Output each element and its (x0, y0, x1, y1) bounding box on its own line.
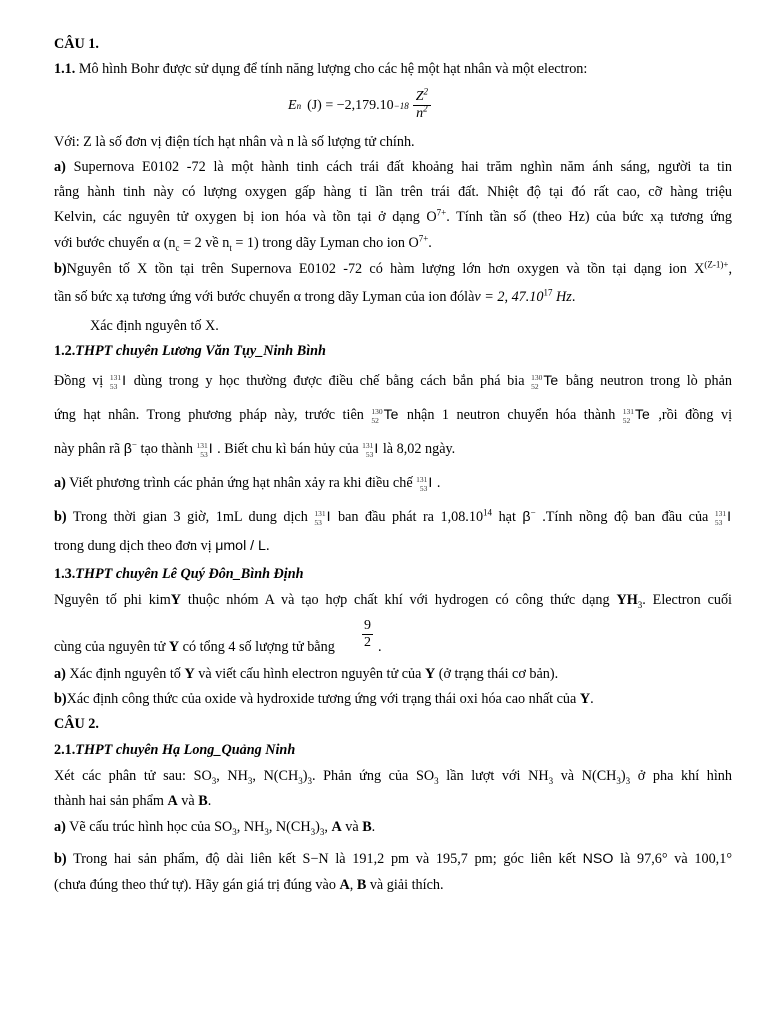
sub-3: 3 (211, 775, 217, 786)
mass-number: 130 (371, 406, 383, 416)
element-y: Y (168, 639, 180, 655)
atomic-number: 53 (314, 517, 322, 527)
q13-a-text-c: (ở trạng thái cơ bản). (435, 666, 559, 682)
q11-a-text4-end: . (428, 235, 432, 251)
q21-heading (54, 742, 732, 760)
q21-a-t2: , NH (236, 819, 265, 835)
bohr-energy-formula: E n (J) = −2,179.10 −18 $\frac{Z^2}{n^2}$ (288, 89, 431, 122)
q11-a-line2: rằng hành tinh này có lượng oxygen gấp hàng tỉ lần trên trái đất. Nhiệt độ tại đó rất cao, cỡ hàng triệu (54, 184, 732, 200)
sub-3: 3 (264, 826, 269, 837)
element-y: Y (424, 666, 436, 682)
beta-sign: − (530, 507, 536, 518)
formula-denominator-exp: 2 (423, 103, 428, 114)
nuclide-te130 (531, 372, 558, 391)
mass-number: 131 (362, 440, 374, 450)
nuclide-te131 (623, 406, 650, 425)
nuclide-i131 (196, 440, 212, 459)
q21-title: THPT chuyên Hạ Long_Quảng Ninh (75, 742, 296, 758)
heading-text: CÂU 2. (54, 716, 99, 732)
fraction-denominator: 2 (364, 635, 371, 650)
q13-a-label: a) (54, 666, 66, 682)
q11-where: Với: Z là số đơn vị điện tích hạt nhân và n là số lượng tử chính. (54, 134, 415, 150)
product-b: B (356, 877, 367, 893)
q13-text1b: thuộc nhóm A và tạo hợp chất khí với hydrogen có công thức dạng (181, 592, 617, 608)
formula-fraction (413, 86, 431, 122)
product-a: A (339, 877, 350, 893)
q21-label: 2.1. (54, 742, 76, 758)
q11-a-text1: Supernova E0102 -72 là một hành tinh cách trái đất khoảng hai trăm nghìn năm ánh sáng, người ta tin (65, 159, 732, 175)
q12-a-text: Viết phương trình các phản ứng hạt nhân xảy ra khi điều chế (65, 475, 417, 491)
q11-b-text1: Nguyên tố X tồn tại trên Supernova E0102 -72 có hàm lượng lớn hơn oxygen và tồn tại dạng ion X (66, 261, 705, 277)
q11-intro (54, 61, 732, 79)
q12-text1c: bằng neutron trong lò phản (559, 373, 733, 389)
nuclide-i131 (314, 508, 330, 527)
q13-b (54, 691, 732, 709)
element-y: Y (170, 592, 182, 608)
q21-t5: . Phản ứng của SO (311, 768, 435, 784)
element-symbol: I (428, 474, 433, 490)
atomic-number: 53 (714, 517, 723, 527)
frequency-value: ν = 2, 47.10 (474, 289, 544, 305)
q13-text2a: cùng của nguyên tử (54, 639, 169, 655)
q11-a-line3 (54, 209, 732, 227)
atomic-number: 53 (200, 449, 208, 459)
q21-t6: lần lượt với NH (438, 768, 549, 784)
q21-t3: , N(CH (252, 768, 299, 784)
oxygen-charge-2: 7+ (418, 233, 429, 244)
q13-text1c: . Electron cuối (642, 592, 733, 608)
q13-a-text-a: Xác định nguyên tố (65, 666, 185, 682)
q21-l2c: . (207, 793, 212, 809)
q12-text2b: nhận 1 neutron chuyển hóa thành (399, 407, 623, 423)
product-b: B (198, 793, 208, 809)
q12-text2a: ứng hạt nhân. Trong phương pháp này, trước tiên (54, 407, 372, 423)
q21-a-t5: , (324, 819, 332, 835)
quantum-sum-fraction (362, 618, 373, 651)
particle-exponent: 14 (483, 507, 493, 518)
q21-b-line2 (54, 877, 732, 895)
nuclide-i131 (416, 474, 432, 493)
compound-yh3-sub: 3 (637, 599, 643, 610)
q13-title: THPT chuyên Lê Quý Đôn_Bình Định (75, 566, 304, 582)
atomic-number: 53 (365, 449, 374, 459)
sub-3: 3 (616, 775, 621, 786)
q12-text3c: . Biết chu kì bán hủy của (213, 441, 363, 457)
heading-text: CÂU 1. (54, 36, 99, 52)
q21-t7: và N(CH (553, 768, 617, 784)
element-y: Y (579, 691, 591, 707)
x-ion-charge: (Z-1)+ (704, 259, 729, 270)
oxygen-charge: 7+ (436, 207, 447, 218)
q21-line1 (54, 768, 732, 786)
q21-a-label: a) (54, 819, 66, 835)
q21-b2-t1: (chưa đúng theo thứ tự). Hãy gán giá trị đúng vào (54, 877, 340, 893)
product-a: A (331, 819, 342, 835)
q12-b-text-b: ban đầu phát ra 1,08.10 (331, 509, 484, 525)
formula-energy-symbol: E (288, 97, 297, 113)
q11-intro-text: Mô hình Bohr được sử dụng để tính năng lượng cho các hệ một hạt nhân và một electron: (75, 61, 588, 77)
element-symbol: Te (543, 372, 559, 388)
q12-label: 1.2. (54, 343, 76, 359)
q12-b-label: b) (54, 509, 67, 525)
element-symbol: Te (635, 406, 650, 422)
q13-b-text: Xác định công thức của oxide và hydroxide tương ứng với trạng thái oxi hóa cao nhất của (66, 691, 580, 707)
bond-angle-nso: NSO (582, 851, 614, 867)
element-symbol: I (208, 440, 213, 456)
q12-line1 (54, 372, 732, 391)
q13-a-text-b: và viết cấu hình electron nguyên tử của (194, 666, 425, 682)
q21-line2 (54, 793, 732, 811)
frequency-unit: Hz (552, 289, 572, 305)
q12-title: THPT chuyên Lương Văn Tụy_Ninh Bình (75, 343, 326, 359)
q11-a-line1 (54, 159, 732, 177)
q21-t1: Xét các phân tử sau: SO (54, 768, 212, 784)
sub-3: 3 (310, 826, 316, 837)
sub-3: 3 (625, 775, 631, 786)
q11-a-label: a) (54, 159, 66, 175)
mass-number: 130 (531, 372, 543, 382)
q21-l2a: thành hai sản phẩm (54, 793, 168, 809)
question-2-heading (54, 716, 732, 734)
q21-b2-t3: và giải thích. (366, 877, 444, 893)
q12-text1b: dùng trong y học thường được điều chế bằng cách bắn phá bia (127, 373, 532, 389)
beta-sign: − (131, 439, 137, 450)
q13-heading (54, 566, 732, 584)
nuclide-i131 (362, 440, 378, 459)
q21-a-t6: và (341, 819, 363, 835)
concentration-unit: μmol / L (215, 538, 266, 554)
mass-number: 131 (196, 440, 208, 450)
q12-b-line1 (54, 508, 732, 527)
q12-heading (54, 343, 732, 361)
q11-label: 1.1. (54, 61, 76, 77)
q11-a-text4b: = 2 về n (179, 235, 230, 251)
beta-symbol: β (123, 441, 132, 457)
q11-b-line3: Xác định nguyên tố X. (90, 318, 219, 334)
formula-numerator-exp: 2 (423, 86, 429, 97)
q12-text3a: này phân rã (54, 441, 124, 457)
q11-b-text2: tần số bức xạ tương ứng với bước chuyển α trong dãy Lyman của ion đólà (54, 289, 475, 305)
q21-b-t2: là 97,6° và 100,1° (613, 851, 732, 867)
q11-a-line4 (54, 235, 732, 253)
fraction-numerator: 9 (364, 618, 371, 633)
q21-a (54, 819, 732, 837)
q12-b-text-d: .Tính nồng độ ban đầu của (535, 509, 715, 525)
q12-text3b: tạo thành (136, 441, 197, 457)
q21-a-t1: Vẽ cấu trúc hình học của SO (65, 819, 233, 835)
nuclide-i131 (715, 508, 731, 527)
question-1-heading (54, 36, 732, 54)
q12-b-line2 (54, 538, 732, 556)
formula-denominator: n (416, 106, 424, 121)
sub-3: 3 (319, 826, 325, 837)
sub-3: 3 (307, 775, 312, 786)
q13-a (54, 666, 732, 684)
q13-b-end: . (590, 691, 594, 707)
q11-b-line1 (54, 261, 732, 279)
q12-a-end: . (433, 475, 441, 491)
compound-yh3: YH (616, 592, 638, 608)
q13-label: 1.3. (54, 566, 76, 582)
nuclide-te130 (371, 406, 398, 425)
formula-constant: (J) = −2,179.10 (307, 97, 394, 113)
q13-line2-end: . (378, 639, 382, 655)
atomic-number: 52 (531, 381, 539, 391)
q11-b-text2-end: . (571, 289, 576, 305)
q21-t2: , NH (216, 768, 248, 784)
q21-t9: ở pha khí hình (630, 768, 732, 784)
beta-symbol: β (522, 509, 531, 525)
nuclide-i131 (110, 372, 126, 391)
element-y: Y (184, 666, 195, 682)
q12-b-line2-end: . (265, 538, 270, 554)
mass-number: 131 (416, 474, 428, 484)
sub-3: 3 (298, 775, 303, 786)
q11-a-text4: với bước chuyển α (n (54, 235, 176, 251)
q11-a-text3b: . Tính tần số (theo Hz) của bức xạ tương ứng (446, 209, 732, 225)
q21-b-t1: Trong hai sản phẩm, độ dài liên kết S−N là 191,2 pm và 195,7 pm; góc liên kết (66, 851, 583, 867)
q12-text2c: ,rồi đồng vị (650, 407, 733, 423)
q11-b-label: b) (54, 261, 67, 277)
q21-t4: ) (302, 768, 308, 784)
mass-number: 131 (109, 372, 122, 382)
q21-l2b: và (177, 793, 199, 809)
mass-number: 131 (314, 508, 326, 518)
element-symbol: I (727, 508, 731, 524)
q21-b2-t2: , (349, 877, 357, 893)
q12-b-line2-text: trong dung dịch theo đơn vị (54, 538, 216, 554)
q11-b-line2 (54, 289, 732, 307)
mass-number: 131 (714, 508, 727, 518)
q13-text1a: Nguyên tố phi kim (54, 592, 171, 608)
element-symbol: I (374, 440, 379, 456)
q21-t8: ) (620, 768, 626, 784)
element-symbol: I (326, 508, 331, 524)
sub-3: 3 (232, 826, 237, 837)
q12-b-text-a: Trong thời gian 3 giờ, 1mL dung dịch (66, 509, 315, 525)
q21-a-t7: . (371, 819, 376, 835)
q21-b-line1 (54, 851, 732, 869)
mass-number: 131 (622, 406, 635, 416)
q13-text2b: có tổng 4 số lượng tử bằng (179, 639, 335, 655)
q12-line2 (54, 406, 732, 425)
product-a: A (167, 793, 178, 809)
q11-a-text4c: = 1) trong dãy Lyman cho ion O (231, 235, 419, 251)
q12-a-label: a) (54, 475, 66, 491)
q12-b-text-c: hạt (492, 509, 523, 525)
atomic-number: 52 (622, 415, 631, 425)
atomic-number: 53 (109, 381, 118, 391)
n-t-sub: t (229, 242, 232, 253)
atomic-number: 52 (371, 415, 379, 425)
sub-3: 3 (548, 775, 554, 786)
q11-b-text1-end: , (728, 261, 732, 277)
q12-text3d: là 8,02 ngày. (379, 441, 456, 457)
q11-a-text3: Kelvin, các nguyên tử oxygen bị ion hóa và tồn tại ở dạng O (54, 209, 437, 225)
q13-line1 (54, 592, 732, 610)
q21-a-t4: ) (315, 819, 320, 835)
q12-text1a: Đồng vị (54, 373, 110, 389)
atomic-number: 53 (419, 483, 428, 493)
n-c-sub: c (175, 242, 180, 253)
q12-line3 (54, 440, 732, 459)
frequency-exponent: 17 (543, 287, 553, 298)
q13-b-label: b) (54, 691, 67, 707)
formula-numerator: Z (415, 89, 424, 104)
q21-b-label: b) (54, 851, 67, 867)
product-b: B (362, 819, 372, 835)
q21-a-t3: , N(CH (268, 819, 311, 835)
element-symbol: I (122, 372, 127, 388)
sub-3: 3 (247, 775, 253, 786)
q12-a (54, 474, 732, 493)
sub-3: 3 (434, 775, 439, 786)
element-symbol: Te (383, 406, 399, 422)
